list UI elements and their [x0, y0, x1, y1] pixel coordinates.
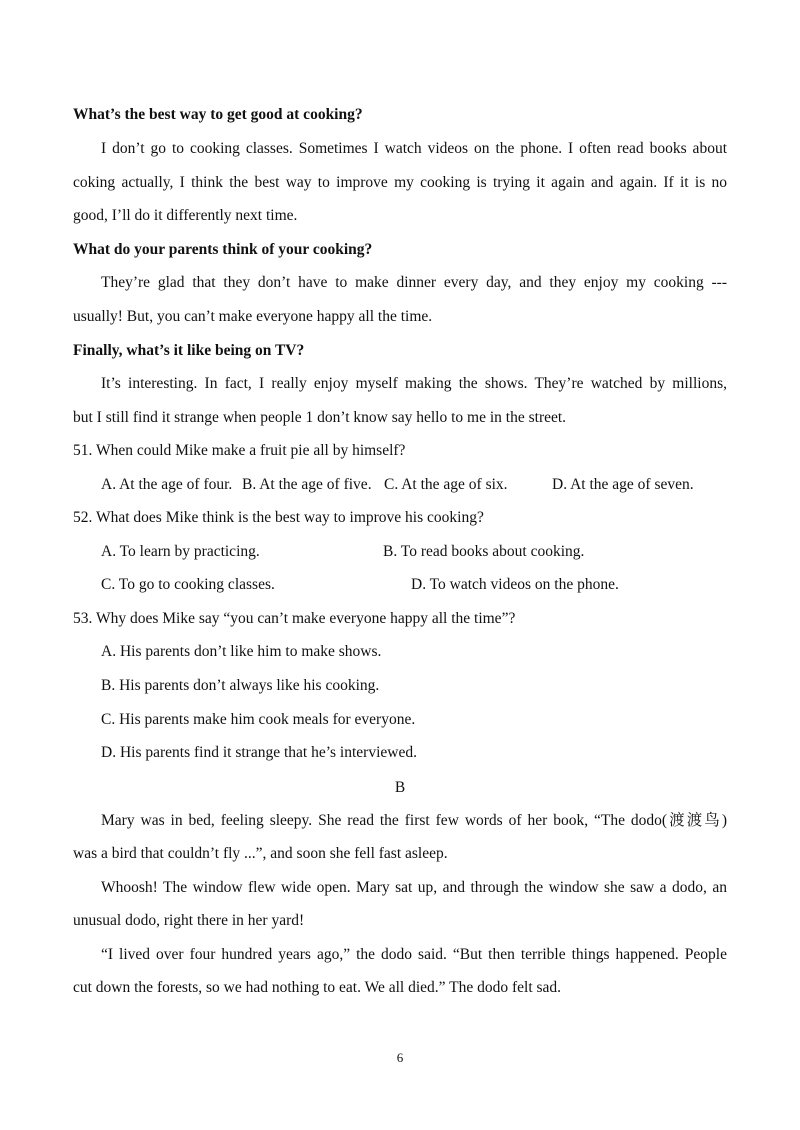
q53-option-a: A. His parents don’t like him to make shows.: [101, 643, 382, 660]
story-paragraph-2-line-1: Whoosh! The window flew wide open. Mary sat up, and through the window she saw a dodo, an: [101, 879, 727, 896]
q52-option-a: A. To learn by practicing.: [101, 543, 260, 560]
q51-option-a: A. At the age of four.: [101, 476, 233, 493]
question-51: 51. When could Mike make a fruit pie all by himself?: [73, 442, 406, 459]
question-52: 52. What does Mike think is the best way to improve his cooking?: [73, 509, 484, 526]
q51-option-b: B. At the age of five.: [242, 476, 372, 493]
answer-parents-line-1: They’re glad that they don’t have to make dinner every day, and they enjoy my cooking ---: [101, 274, 727, 291]
interview-question-cooking: What’s the best way to get good at cooking?: [73, 106, 363, 123]
q52-option-b: B. To read books about cooking.: [383, 543, 585, 560]
q53-option-c: C. His parents make him cook meals for everyone.: [101, 711, 416, 728]
q53-option-d: D. His parents find it strange that he’s interviewed.: [101, 744, 417, 761]
answer-tv-line-2: but I still find it strange when people 1 don’t know say hello to me in the street.: [73, 409, 567, 426]
story-paragraph-1-line-2: was a bird that couldn’t fly ...”, and soon she fell fast asleep.: [73, 845, 448, 862]
answer-parents-line-2: usually! But, you can’t make everyone happy all the time.: [73, 308, 433, 325]
section-b-heading: B: [394, 779, 406, 796]
question-53: 53. Why does Mike say “you can’t make everyone happy all the time”?: [73, 610, 516, 627]
q53-option-b: B. His parents don’t always like his cooking.: [101, 677, 380, 694]
q51-option-d: D. At the age of seven.: [552, 476, 694, 493]
q52-option-c: C. To go to cooking classes.: [101, 576, 275, 593]
story-paragraph-3-line-1: “I lived over four hundred years ago,” the dodo said. “But then terrible things happened. People: [101, 946, 727, 963]
story-paragraph-3-line-2: cut down the forests, so we had nothing to eat. We all died.” The dodo felt sad.: [73, 979, 562, 996]
page-number: 6: [396, 1050, 404, 1065]
story-paragraph-1-line-1: Mary was in bed, feeling sleepy. She read the first few words of her book, “The dodo(渡渡鸟): [101, 812, 727, 829]
q51-option-c: C. At the age of six.: [384, 476, 508, 493]
answer-cooking-line-3: good, I’ll do it differently next time.: [73, 207, 298, 224]
answer-tv-line-1: It’s interesting. In fact, I really enjoy myself making the shows. They’re watched by millions,: [101, 375, 727, 392]
answer-cooking-line-2: coking actually, I think the best way to improve my cooking is trying it again and again. If it is no: [73, 174, 727, 191]
interview-question-parents: What do your parents think of your cooking?: [73, 241, 373, 258]
interview-question-tv: Finally, what’s it like being on TV?: [73, 342, 305, 359]
story-paragraph-2-line-2: unusual dodo, right there in her yard!: [73, 912, 305, 929]
answer-cooking-line-1: I don’t go to cooking classes. Sometimes I watch videos on the phone. I often read books about: [101, 140, 727, 157]
q52-option-d: D. To watch videos on the phone.: [411, 576, 619, 593]
